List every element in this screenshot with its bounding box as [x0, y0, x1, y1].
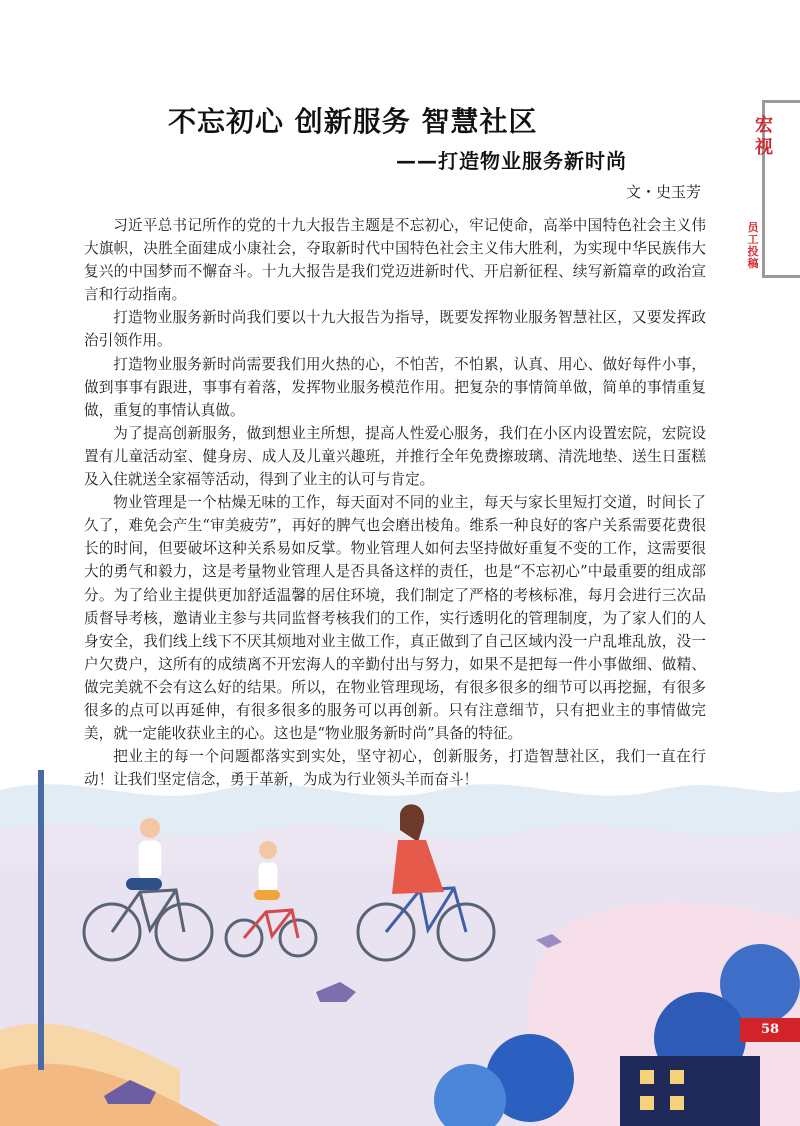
article-author: 文・史玉芳 [626, 183, 702, 201]
article-paragraph: 习近平总书记所作的党的十九大报告主题是不忘初心，牢记使命，高举中国特色社会主义伟大旗帜，决胜全面建成小康社会，夺取新时代中国特色社会主义伟大胜利，为实现中华民族伟大复兴的中国梦而不懈奋斗。十九大报告是我们党迈进新时代、开启新征程、续写新篇章的政治宣言和行动指南。 [84, 217, 706, 304]
article-title: 不忘初心 创新服务 智慧社区 [168, 105, 538, 138]
article-paragraph: 打造物业服务新时尚我们要以十九大报告为指导，既要发挥物业服务智慧社区，又要发挥政治引领作用。 [84, 309, 706, 350]
article-paragraph: 打造物业服务新时尚需要我们用火热的心，不怕苦，不怕累，认真、用心、做好每件小事，做到事事有跟进，事事有着落，发挥物业服务模范作用。把复杂的事情简单做，简单的事情重复做，重复的事情认真做。 [84, 355, 706, 419]
cycling-family-illustration [0, 770, 800, 1126]
page-number: 58 [740, 1018, 800, 1042]
article-paragraph: 把业主的每一个问题都落实到实处，坚守初心，创新服务，打造智慧社区，我们一直在行动！让我们坚定信念，勇于革新，为成为行业领头羊而奋斗！ [84, 748, 706, 789]
section-label: 宏视 [755, 115, 773, 158]
article-paragraph: 为了提高创新服务，做到想业主所想，提高人性爱心服务，我们在小区内设置宏院，宏院设置有儿童活动室、健身房、成人及儿童兴趣班，并推行全年免费擦玻璃、清洗地垫、送生日蛋糕及入住就送全家福等活动，得到了业主的认可与肯定。 [84, 424, 706, 489]
article-paragraph: 物业管理是一个枯燥无味的工作，每天面对不同的业主，每天与家长里短打交道，时间长了久了，难免会产生“审美疲劳”，再好的脾气也会磨出棱角。维系一种良好的客户关系需要花费很长的时间，但要破坏这种关系易如反掌。物业管理人如何去坚持做好重复不变的工作，这需要很大的勇气和毅力，这是考量物业管理人是否具备这样的责任，也是“不忘初心”中最重要的组成部分。为了给业主提供更加舒适温馨的居住环境，我们制定了严格的考核标准，每月会进行三次品质督导考核，邀请业主参与共同监督考核我们的工作，实行透明化的管理制度，为了家人们的人身安全，我们线上线下不厌其烦地对业主做工作，真正做到了自己区域内没一户乱堆乱放，没一户欠费户，这所有的成绩离不开宏海人的辛勤付出与努力，如果不是把每一件小事做细、做精、做完美就不会有这么好的结果。所以，在物业管理现场，有很多很多的细节可以再挖掘，有很多很多的点可以再延伸，有很多很多的服务可以再创新。只有注意细节，只有把业主的事情做完美，就一定能收获业主的心。这也是“物业服务新时尚”具备的特征。 [84, 494, 706, 743]
subsection-label: 员工投稿 [747, 221, 759, 270]
article-subtitle: ——打造物业服务新时尚 [396, 149, 627, 173]
article-body [84, 214, 706, 791]
